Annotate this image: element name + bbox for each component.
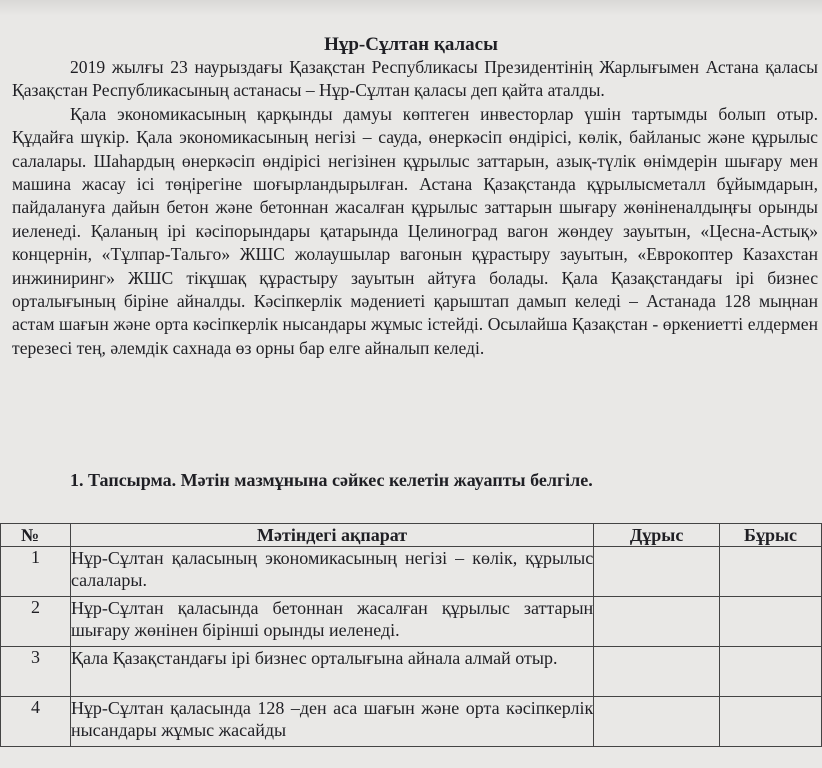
- table-row: [1, 597, 822, 647]
- paragraph-1: 2019 жылғы 23 наурыздағы Қазақстан Республикасы Президентінің Жарлығымен Астана қаласы Қазақстан Республикасының астанасы – Нұр-Сұлтан қаласы деп қайта аталды.: [12, 57, 818, 101]
- cropped-top-line: [0, 0, 822, 16]
- table-row: [1, 547, 822, 597]
- header-correct: Дұрыс: [594, 524, 720, 547]
- incorrect-answer-cell[interactable]: [720, 547, 822, 597]
- table-row: [1, 697, 822, 747]
- incorrect-answer-cell[interactable]: [720, 597, 822, 647]
- row-statement: Қала Қазақстандағы ірі бизнес орталығына айнала алмай отыр.: [70, 647, 593, 697]
- header-incorrect: Бұрыс: [720, 524, 822, 547]
- document-body: [12, 56, 818, 360]
- header-info: Мәтіндегі ақпарат: [70, 524, 593, 547]
- row-statement: Нұр-Сұлтан қаласында 128 –ден аса шағын және орта кәсіпкерлік нысандары жұмыс жасайды: [70, 697, 593, 747]
- table-header-row: [1, 524, 822, 547]
- correct-answer-cell[interactable]: [594, 597, 720, 647]
- incorrect-answer-cell[interactable]: [720, 647, 822, 697]
- task-title: 1. Тапсырма. Мәтін мазмұнына сәйкес келетін жауапты белгіле.: [70, 470, 593, 490]
- document-title: Нұр-Сұлтан қаласы: [324, 34, 498, 55]
- row-number: 4: [1, 697, 71, 747]
- correct-answer-cell[interactable]: [594, 647, 720, 697]
- row-number: 1: [1, 547, 71, 597]
- row-number: 3: [1, 647, 71, 697]
- incorrect-answer-cell[interactable]: [720, 697, 822, 747]
- table-row: [1, 647, 822, 697]
- row-statement: Нұр-Сұлтан қаласының экономикасының негізі – көлік, құрылыс салалары.: [70, 547, 593, 597]
- answer-table: [0, 523, 822, 747]
- row-number: 2: [1, 597, 71, 647]
- correct-answer-cell[interactable]: [594, 547, 720, 597]
- paragraph-2: Қала экономикасының қарқынды дамуы көптеген инвесторлар үшін тартымды болып отыр. Құдайға шүкір. Қала экономикасының негізі – сауда, өнеркәсіп өндірісі, көлік, байланыс және құрылыс салалары. Шаһардың өнеркәсіп өндірісі негізінен құрылыс заттарын, азық-түлік өнімдерін шығару мен машина жасау ісі төңірегіне шоғырландырылған. Астана Қазақстанда құрылысметалл бұйымдарын, пайдалануға дайын бетон және бетоннан жасалған құрылыс заттарын шығару жөніненалдыңғы орынды иеленеді. Қаланың ірі кәсіпорындары қатарында Целиноград вагон жөндеу зауытын, «Цесна-Астық» концернін, «Тұлпар-Тальго» ЖШС жолаушылар вагонын құрастыру зауытын, «Еврокоптер Казахстан инжиниринг» ЖШС тікұшақ құрастыру зауытын айтуға болады. Қала Қазақстандағы ірі бизнес орталығының біріне айналды. Кәсіпкерлік мәдениеті қарыштап дамып келеді – Астанада 128 мыңнан астам шағын және орта кәсіпкерлік нысандары жұмыс істейді. Осылайша Қазақстан - өркениетті елдермен терезесі тең, әлемдік сахнада өз орны бар елге айналып келеді.: [12, 103, 818, 358]
- row-statement: Нұр-Сұлтан қаласында бетоннан жасалған құрылыс заттарын шығару жөнінен бірінші орынды иеленеді.: [70, 597, 593, 647]
- correct-answer-cell[interactable]: [594, 697, 720, 747]
- header-number: №: [1, 524, 71, 547]
